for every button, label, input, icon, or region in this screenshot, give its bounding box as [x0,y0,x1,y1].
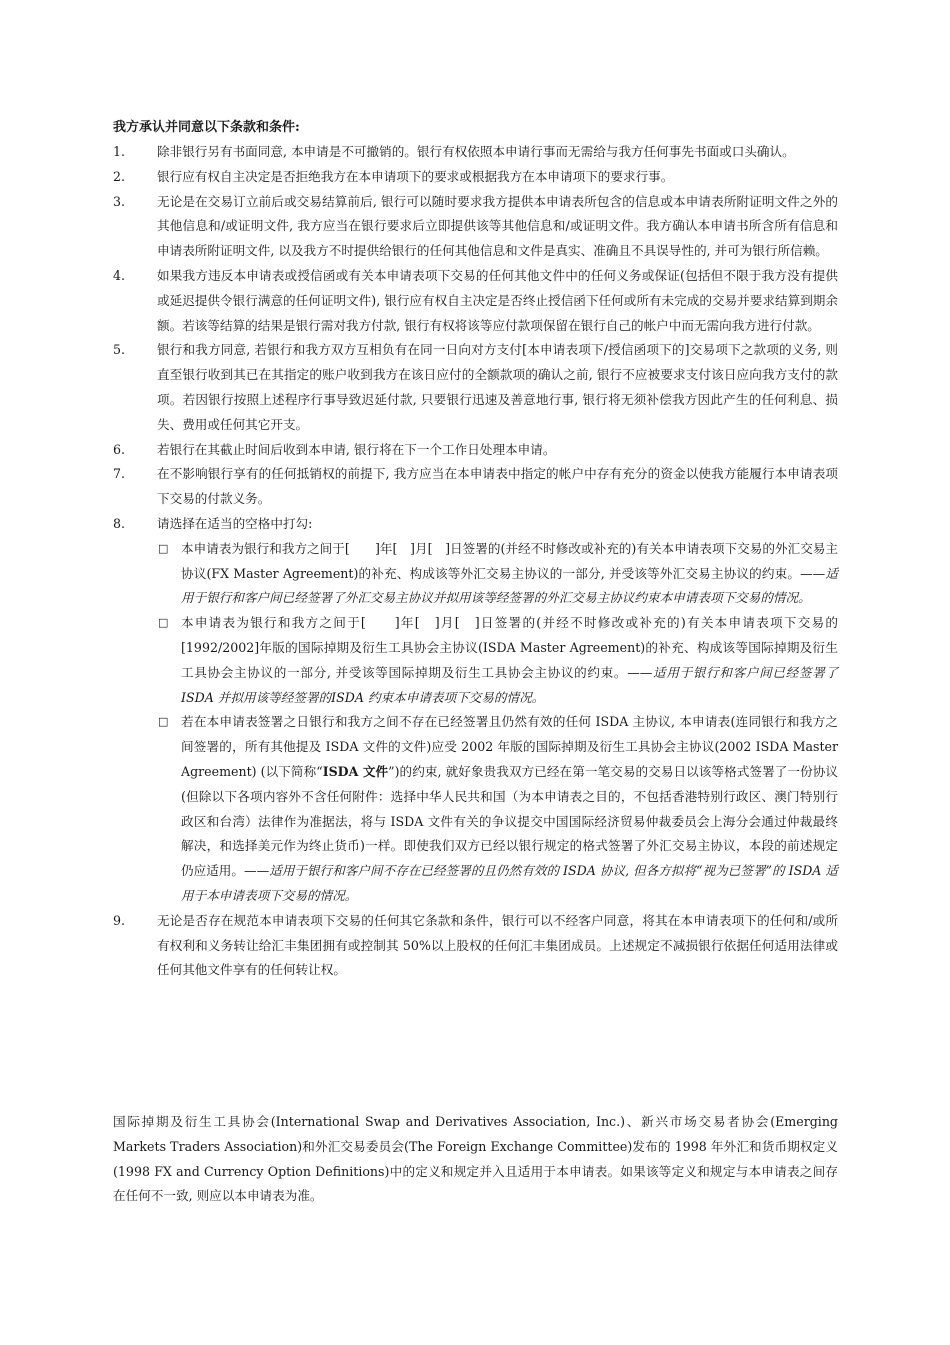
term-item-8 [113,512,838,909]
term-number: 4. [113,267,126,283]
term-item-2 [113,165,838,190]
checkbox-option-fx-master[interactable] [113,537,838,611]
term-text: 银行应有权自主决定是否拒绝我方在本申请项下的要求或根据我方在本申请项下的要求行事。 [157,168,674,184]
term-text: 无论是在交易订立前后或交易结算前后, 银行可以随时要求我方提供本申请表所包含的信息或本申请表所附证明文件之外的其他信息和/或证明文件, 我方应当在银行要求后立即提供该等其他信息和/或证明文件。我方确认本申请书所含所有信息和申请表所附证明文件, 以及我方不时提供给银行的任何其他信息和文件是真实、准确且不具误导性的, 并可为银行所信赖。 [157,193,838,259]
term-item-1 [113,140,838,165]
term-text: 若银行在其截止时间后收到本申请, 银行将在下一个工作日处理本申请。 [157,441,556,457]
term-text: 如果我方违反本申请表或授信函或有关本申请表项下交易的任何其他文件中的任何义务或保证(包括但不限于我方没有提供或延迟提供令银行满意的任何证明文件), 银行应有权自主决定是否终止授信函下任何或所有未完成的交易并要求结算到期余额。若该等结算的结果是银行需对我方付款, 银行有权将该等应付款项保留在银行自己的帐户中而无需向我方进行付款。 [157,267,838,333]
term-text: 除非银行另有书面同意, 本申请是不可撤销的。银行有权依照本申请行事而无需给与我方任何事先书面或口头确认。 [157,144,795,159]
terms-heading: 我方承认并同意以下条款和条件: [113,120,300,135]
option-text: 本申请表为银行和我方之间于[ ]年[ ]月[ ]日签署的(并经不时修改或补充的)有关本申请表项下交易的[1992/2002]年版的国际掉期及衍生工具协会主协议(ISDA Master Agreement)的补充、构成该等国际掉期及衍生工具协会主协议的一部分, 并受该等国际掉期及衍生工具协会主协议的约束。—— [181,615,838,680]
term-number: 2. [113,168,126,184]
term-item-9 [113,909,838,983]
term-text: 请选择在适当的空格中打勾: [157,515,313,531]
term-number: 5. [113,342,126,358]
term-item-5 [113,338,838,437]
option-text-b: ”)的约束, 就好象贵我双方已经在第一笔交易的交易日以该等格式签署了一份协议(但除以下各项内容外不含任何附件：选择中华人民共和国（为本申请表之目的，不包括香港特别行政区、澳门特别行政区和台湾）法律作为准据法，将与 ISDA 文件有关的争议提交中国国际经济贸易仲裁委员会上海分会通过仲裁最终解决，和选择美元作为终止货币)一样。即使我们双方已经以银行规定的格式签署了外汇交易主协议，本段的前述规定仍应适用。—— [181,763,838,879]
term-text: 在不影响银行享有的任何抵销权的前提下, 我方应当在本申请表中指定的帐户中存有充分的资金以使我方能履行本申请表项下交易的付款义务。 [157,466,838,507]
checkbox-option-isda-deemed[interactable] [113,710,838,908]
term-text: 无论是否存在规范本申请表项下交易的任何其它条款和条件，银行可以不经客户同意，将其在本申请表项下的任何和/或所有权利和义务转让给汇丰集团拥有或控制其 50%以上股权的任何汇丰集团成员。上述规定不减损银行依据任何适用法律或任何其他文件享有的任何转让权。 [157,912,838,978]
option-note: 适用于银行和客户间已经签署了ISDA 并拟用该等经签署的ISDA 约束本申请表项下交易的情况。 [181,664,839,705]
term-item-6 [113,438,838,463]
term-text: 银行和我方同意, 若银行和我方双方互相负有在同一日向对方支付[本申请表项下/授信函项下的]交易项下之款项的义务, 则直至银行收到其已在其指定的账户收到我方在该日应付的全额款项的确认之前, 银行不应被要求支付该日应向我方支付的款项。若因银行按照上述程序行事导致迟延付款, 只要银行迅速及善意地行事, 银行将无须补偿我方因此产生的任何利息、损失、费用或任何其它开支。 [157,342,838,432]
checkbox-option-isda-master[interactable] [113,611,838,710]
term-item-7 [113,462,838,512]
checkbox-icon[interactable]: □ [158,541,169,555]
term-number: 1. [113,144,126,159]
term-item-3 [113,190,838,264]
term-number: 3. [113,193,126,209]
term-number: 9. [113,912,126,928]
checkbox-icon[interactable]: □ [158,616,169,630]
option-text-a: 若在本申请表签署之日银行和我方之间不存在已经签署且仍然有效的任何 ISDA 主协议, 本申请表(连同银行和我方之间签署的，所有其他提及 ISDA 文件的文件)应受 2002 年版的国际掉期及衍生工具协会主协议(2002 ISDA Master Agreement) (以下简称“ [181,714,838,779]
term-item-4 [113,264,838,338]
option-note: 适用于银行和客户间不存在已经签署的且仍然有效的 ISDA 协议, 但各方拟将“视为已签署”的 ISDA 适用于本申请表项下交易的情况。 [181,863,839,903]
term-number: 6. [113,441,126,457]
definitions-paragraph: 国际掉期及衍生工具协会(International Swap and Derivatives Association, Inc.)、新兴市场交易者协会(Emerging Markets Traders Association)和外汇交易委员会(The Foreign Exchange Committee)发布的 1998 年外汇和货币期权定义(1998 FX and Currency Option Definitions)中的定义和规定并入且适用于本申请表。如果该等定义和规定与本申请表之间存在任何不一致, 则应以本申请表为准。 [113,1114,838,1204]
option-note: 适用于银行和客户间已经签署了外汇交易主协议并拟用该等经签署的外汇交易主协议约束本申请表项下交易的情况。 [181,565,839,606]
isda-document-term: ISDA 文件 [322,763,389,779]
term-number: 8. [113,515,126,531]
option-text: 本申请表为银行和我方之间于[ ]年[ ]月[ ]日签署的(并经不时修改或补充的)有关本申请表项下交易的外汇交易主协议(FX Master Agreement)的补充、构成该等外汇交易主协议的一部分, 并受该等外汇交易主协议的约束。—— [181,540,838,581]
checkbox-icon[interactable]: □ [158,715,169,729]
terms-list [113,140,838,983]
term-number: 7. [113,466,126,482]
